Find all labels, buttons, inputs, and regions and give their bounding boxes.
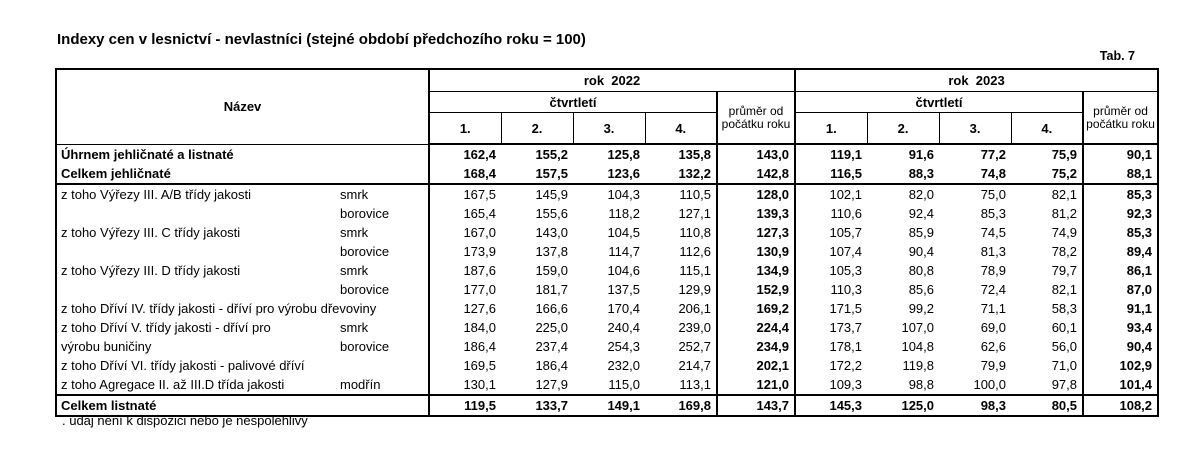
species-label: smrk: [340, 225, 369, 240]
value-cell: 109,3: [829, 377, 863, 392]
value-cell: 104,5: [607, 225, 640, 240]
value-cell: 145,9: [535, 187, 568, 202]
avg-cell: 130,9: [717, 242, 795, 261]
avg-cell: 108,2: [1083, 395, 1158, 416]
table-row-vyrezy-ab-borovice: [56, 204, 1158, 223]
value-cell: 97,8: [1051, 377, 1078, 392]
avg-cell: 85,3: [1083, 223, 1158, 242]
avg-cell: 143,7: [717, 395, 795, 416]
value-cell: 85,3: [980, 206, 1007, 221]
value-cell: 104,3: [607, 187, 640, 202]
quarter-group-header-2023: čtvrtletí: [795, 92, 1083, 113]
table-row-vyrezy-d-borovice: [56, 280, 1158, 299]
avg-cell: 139,3: [717, 204, 795, 223]
value-cell: 92,4: [908, 206, 935, 221]
value-cell: 167,5: [463, 187, 496, 202]
year-2023-group-header: rok 2023: [795, 69, 1158, 92]
value-cell: 80,8: [908, 263, 935, 278]
value-cell: 116,5: [795, 164, 867, 184]
quarter-header-2023-q2: 2.: [867, 113, 939, 145]
species-label: smrk: [340, 187, 369, 202]
avg-cell: 86,1: [1083, 261, 1158, 280]
value-cell: 80,5: [1011, 395, 1083, 416]
value-cell: 102,1: [829, 187, 863, 202]
value-cell: 90,4: [908, 244, 935, 259]
value-cell: 71,0: [1051, 358, 1078, 373]
value-cell: 105,3: [829, 263, 863, 278]
value-cell: 159,0: [535, 263, 568, 278]
value-cell: 170,4: [607, 301, 640, 316]
avg-cell: 134,9: [717, 261, 795, 280]
value-cell: 110,3: [830, 282, 863, 297]
value-cell: 133,7: [501, 395, 573, 416]
forestry-price-index-table: [55, 68, 1159, 417]
value-cell: 214,7: [678, 358, 711, 373]
avg-column-header-2023: průměr od počátku roku: [1083, 92, 1158, 145]
value-cell: 107,0: [901, 320, 935, 335]
value-cell: 74,5: [980, 225, 1007, 240]
value-cell: 82,1: [1051, 282, 1078, 297]
row-label: Úhrnem jehličnaté a listnaté: [61, 146, 234, 162]
value-cell: 125,8: [607, 147, 640, 162]
value-cell: 85,6: [908, 282, 935, 297]
value-cell: 79,7: [1051, 263, 1078, 278]
value-cell: 74,9: [1051, 225, 1078, 240]
row-label: z toho Výřezy III. D třídy jakosti: [61, 263, 241, 278]
value-cell: 169,8: [645, 395, 717, 416]
table-row-vyrezy-c-borovice: [56, 242, 1158, 261]
value-cell: 232,0: [607, 358, 640, 373]
avg-cell: 90,4: [1083, 337, 1158, 356]
value-cell: 110,6: [830, 206, 863, 221]
value-cell: 115,1: [679, 263, 711, 278]
value-cell: 107,4: [829, 244, 863, 259]
quarter-header-2023-q1: 1.: [795, 113, 867, 145]
value-cell: 118,2: [608, 206, 640, 221]
value-cell: 135,8: [678, 147, 711, 162]
value-cell: 113,1: [679, 377, 711, 392]
value-cell: 254,3: [607, 339, 640, 354]
value-cell: 91,6: [908, 147, 935, 162]
value-cell: 187,6: [463, 263, 496, 278]
avg-cell: 169,2: [717, 299, 795, 318]
species-label: borovice: [340, 244, 390, 259]
table-row-agregace-modrin: [56, 375, 1158, 395]
value-cell: 85,9: [908, 225, 935, 240]
value-cell: 112,6: [679, 244, 711, 259]
species-label: borovice: [340, 282, 390, 297]
value-cell: 239,0: [678, 320, 711, 335]
value-cell: 137,8: [535, 244, 568, 259]
value-cell: 166,6: [535, 301, 568, 316]
avg-column-header-2022: průměr od počátku roku: [717, 92, 795, 145]
avg-cell: 101,4: [1083, 375, 1158, 395]
row-label: z toho Dříví VI. třídy jakosti - palivové dříví: [61, 358, 305, 373]
year-2022-group-header: rok 2022: [429, 69, 795, 92]
quarter-header-2022-q1: 1.: [429, 113, 501, 145]
value-cell: 165,4: [463, 206, 496, 221]
value-cell: 74,8: [939, 164, 1011, 184]
avg-cell: 93,4: [1083, 318, 1158, 337]
value-cell: 177,0: [463, 282, 496, 297]
avg-cell: 127,3: [717, 223, 795, 242]
value-cell: 110,8: [679, 225, 711, 240]
value-cell: 75,9: [1051, 147, 1078, 162]
table-row-drivi-v-smrk: [56, 318, 1158, 337]
table-row-total-coniferous: [56, 164, 1158, 184]
value-cell: 60,1: [1051, 320, 1078, 335]
table-row-drivi-v-borovice: [56, 337, 1158, 356]
page-title: Indexy cen v lesnictví - nevlastníci (stejné období předchozího roku = 100): [57, 31, 586, 48]
avg-cell: 224,4: [717, 318, 795, 337]
value-cell: 62,6: [980, 339, 1007, 354]
table-number-label: Tab. 7: [1099, 49, 1135, 63]
value-cell: 127,1: [678, 206, 711, 221]
quarter-header-2022-q4: 4.: [645, 113, 717, 145]
value-cell: 143,0: [535, 225, 568, 240]
row-label: výrobu buničiny: [61, 339, 152, 354]
value-cell: 82,0: [908, 187, 935, 202]
value-cell: 127,6: [463, 301, 496, 316]
avg-cell: 102,9: [1083, 356, 1158, 375]
value-cell: 132,2: [645, 164, 717, 184]
row-label: z toho Agregace II. až III.D třída jakosti: [61, 377, 285, 392]
value-cell: 81,3: [980, 244, 1007, 259]
value-cell: 130,1: [463, 377, 496, 392]
avg-cell: 128,0: [717, 184, 795, 204]
value-cell: 145,3: [795, 395, 867, 416]
species-label: borovice: [340, 206, 390, 221]
value-cell: 69,0: [980, 320, 1007, 335]
table-row-vyrezy-c-smrk: [56, 223, 1158, 242]
value-cell: 119,5: [429, 395, 501, 416]
avg-cell: 152,9: [717, 280, 795, 299]
value-cell: 88,3: [867, 164, 939, 184]
value-cell: 225,0: [535, 320, 568, 335]
row-label: z toho Výřezy III. A/B třídy jakosti: [61, 187, 252, 202]
value-cell: 99,2: [908, 301, 935, 316]
value-cell: 105,7: [829, 225, 863, 240]
value-cell: 171,5: [829, 301, 863, 316]
value-cell: 71,1: [980, 301, 1007, 316]
avg-cell: 90,1: [1083, 144, 1158, 164]
value-cell: 149,1: [573, 395, 645, 416]
species-label: smrk: [340, 263, 369, 278]
avg-cell: 88,1: [1083, 164, 1158, 184]
value-cell: 110,5: [679, 187, 711, 202]
row-label: z toho Dříví V. třídy jakosti - dříví pro: [61, 320, 271, 335]
avg-cell: 143,0: [717, 144, 795, 164]
avg-cell: 234,9: [717, 337, 795, 356]
table-row-drivi-iv-drevoviny: [56, 299, 1158, 318]
value-cell: 115,0: [608, 377, 640, 392]
value-cell: 58,3: [1051, 301, 1078, 316]
avg-cell: 202,1: [717, 356, 795, 375]
value-cell: 173,9: [463, 244, 496, 259]
nazev-column-header: Název: [56, 69, 429, 144]
value-cell: 173,7: [829, 320, 863, 335]
value-cell: 129,9: [678, 282, 711, 297]
avg-cell: 91,1: [1083, 299, 1158, 318]
value-cell: 186,4: [535, 358, 568, 373]
row-label: Celkem jehličnaté: [61, 166, 171, 181]
avg-cell: 142,8: [717, 164, 795, 184]
value-cell: 178,1: [829, 339, 863, 354]
value-cell: 72,4: [980, 282, 1007, 297]
avg-cell: 85,3: [1083, 184, 1158, 204]
value-cell: 81,2: [1051, 206, 1078, 221]
value-cell: 162,4: [463, 147, 496, 162]
value-cell: 56,0: [1051, 339, 1078, 354]
value-cell: 206,1: [678, 301, 711, 316]
value-cell: 114,7: [608, 244, 640, 259]
value-cell: 98,3: [939, 395, 1011, 416]
value-cell: 119,8: [902, 358, 935, 373]
value-cell: 157,5: [501, 164, 573, 184]
quarter-header-2023-q3: 3.: [939, 113, 1011, 145]
value-cell: 77,2: [980, 147, 1007, 162]
row-label: Celkem listnaté: [61, 398, 157, 413]
value-cell: 75,0: [980, 187, 1007, 202]
value-cell: 119,1: [830, 147, 863, 162]
quarter-header-2022-q3: 3.: [573, 113, 645, 145]
footnote: . údaj není k dispozici nebo je nespolehlivý: [62, 413, 308, 428]
table-row-vyrezy-d-smrk: [56, 261, 1158, 280]
value-cell: 172,2: [829, 358, 863, 373]
value-cell: 167,0: [463, 225, 496, 240]
value-cell: 104,6: [607, 263, 640, 278]
avg-cell: 121,0: [717, 375, 795, 395]
value-cell: 100,0: [973, 377, 1007, 392]
row-label: z toho Výřezy III. C třídy jakosti: [61, 225, 241, 240]
value-cell: 155,6: [535, 206, 568, 221]
avg-cell: 92,3: [1083, 204, 1158, 223]
value-cell: 98,8: [908, 377, 935, 392]
quarter-header-2022-q2: 2.: [501, 113, 573, 145]
row-label: z toho Dříví IV. třídy jakosti - dříví pro výrobu dřevoviny: [61, 301, 377, 316]
table-row-total-coniferous-deciduous: [56, 144, 1158, 164]
value-cell: 78,2: [1051, 244, 1078, 259]
quarter-header-2023-q4: 4.: [1011, 113, 1083, 145]
value-cell: 82,1: [1051, 187, 1078, 202]
value-cell: 127,9: [535, 377, 568, 392]
table-row-vyrezy-ab-smrk: [56, 184, 1158, 204]
value-cell: 237,4: [535, 339, 568, 354]
species-label: borovice: [340, 339, 390, 354]
avg-cell: 89,4: [1083, 242, 1158, 261]
value-cell: 252,7: [678, 339, 711, 354]
species-label: smrk: [340, 320, 369, 335]
value-cell: 181,7: [535, 282, 568, 297]
value-cell: 184,0: [463, 320, 496, 335]
species-label: modřín: [340, 377, 381, 392]
value-cell: 169,5: [463, 358, 496, 373]
value-cell: 104,8: [901, 339, 935, 354]
value-cell: 75,2: [1011, 164, 1083, 184]
value-cell: 137,5: [607, 282, 640, 297]
value-cell: 78,9: [980, 263, 1007, 278]
avg-cell: 87,0: [1083, 280, 1158, 299]
value-cell: 123,6: [573, 164, 645, 184]
quarter-group-header-2022: čtvrtletí: [429, 92, 717, 113]
value-cell: 79,9: [980, 358, 1007, 373]
value-cell: 186,4: [463, 339, 496, 354]
value-cell: 240,4: [607, 320, 640, 335]
value-cell: 125,0: [867, 395, 939, 416]
value-cell: 155,2: [535, 147, 568, 162]
value-cell: 168,4: [429, 164, 501, 184]
table-row-drivi-vi-palivove: [56, 356, 1158, 375]
